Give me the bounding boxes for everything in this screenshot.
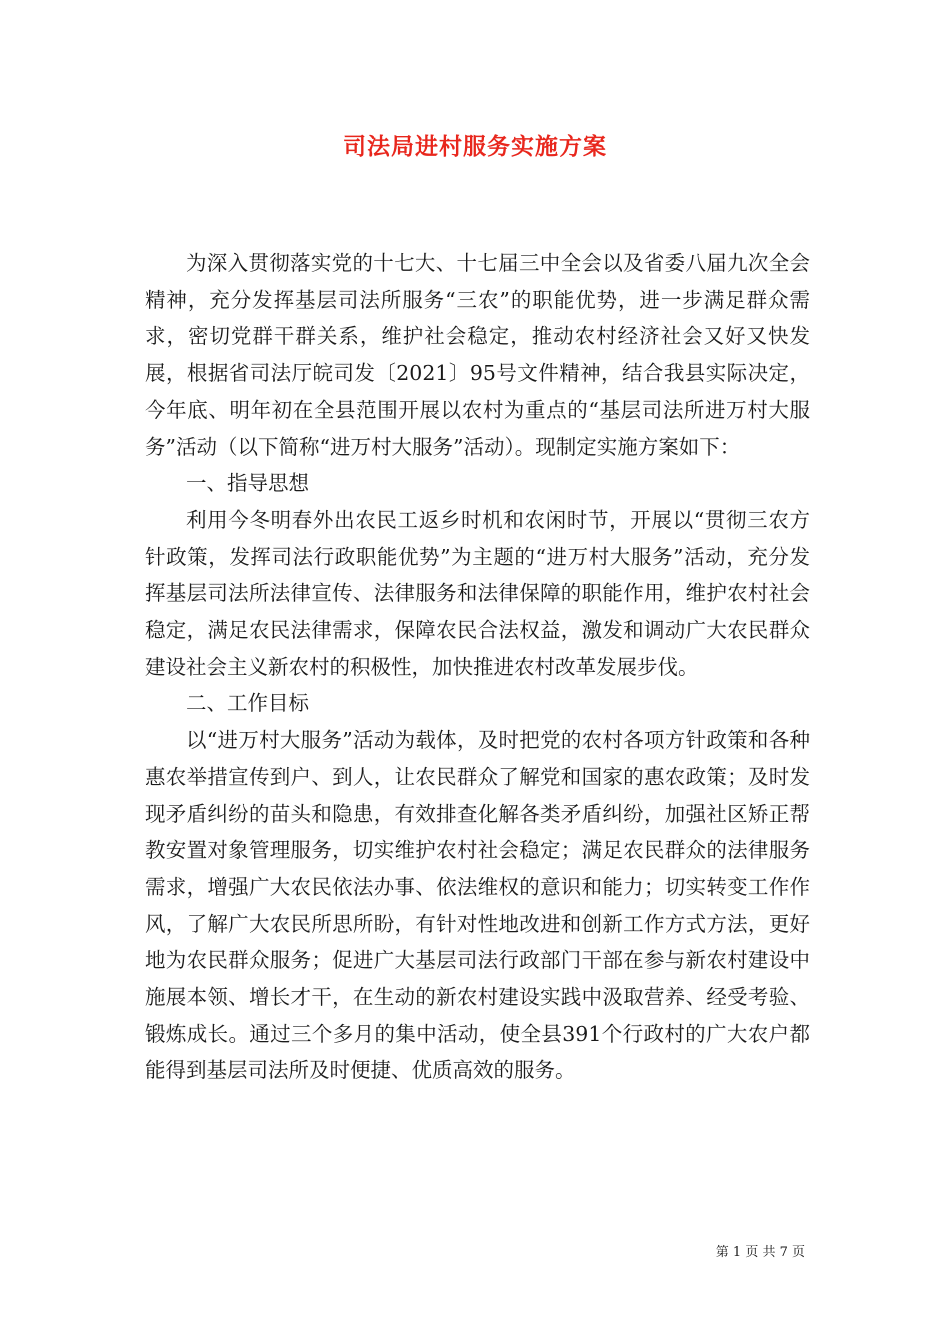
work-goals-paragraph: 以“进万村大服务”活动为载体，及时把党的农村各项方针政策和各种惠农举措宣传到户、到人，让农民群众了解党和国家的惠农政策；及时发现矛盾纠纷的苗头和隐患，有效排查化解各类矛盾纠纷，加强社区矫正帮教安置对象管理服务，切实维护农村社会稳定；满足农民群众的法律服务需求，增强广大农民依法办事、依法维权的意识和能力；切实转变工作作风，了解广大农民所思所盼，有针对性地改进和创新工作方式方法，更好地为农民群众服务；促进广大基层司法行政部门干部在参与新农村建设中施展本领、增长才干，在生动的新农村建设实践中汲取营养、经受考验、锻炼成长。通过三个多月的集中活动，使全县391个行政村的广大农户都能得到基层司法所及时便捷、优质高效的服务。 — [145, 728, 810, 1083]
intro-paragraph: 为深入贯彻落实党的十七大、十七届三中全会以及省委八届九次全会精神，充分发挥基层司法所服务“三农”的职能优势，进一步满足群众需求，密切党群干群关系，维护社会稳定，推动农村经济社会又好又快发展，根据省司法厅皖司发〔2021〕95号文件精神，结合我县实际决定，今年底、明年初在全县范围开展以农村为重点的“基层司法所进万村大服务”活动（以下简称“进万村大服务”活动）。现制定实施方案如下： — [145, 251, 810, 459]
document-title: 司法局进村服务实施方案 — [343, 133, 607, 160]
page-number: 第 1 页 共 7 页 — [715, 1245, 805, 1260]
section-heading-work-goals: 二、工作目标 — [186, 691, 309, 716]
section-heading-guiding-ideology: 一、指导思想 — [186, 471, 309, 496]
document-body — [145, 245, 810, 1089]
guiding-ideology-paragraph: 利用今冬明春外出农民工返乡时机和农闲时节，开展以“贯彻三农方针政策，发挥司法行政职能优势”为主题的“进万村大服务”活动，充分发挥基层司法所法律宣传、法律服务和法律保障的职能作用，维护农村社会稳定，满足农民法律需求，保障农民合法权益，激发和调动广大农民群众建设社会主义新农村的积极性，加快推进农村改革发展步伐。 — [145, 507, 810, 679]
